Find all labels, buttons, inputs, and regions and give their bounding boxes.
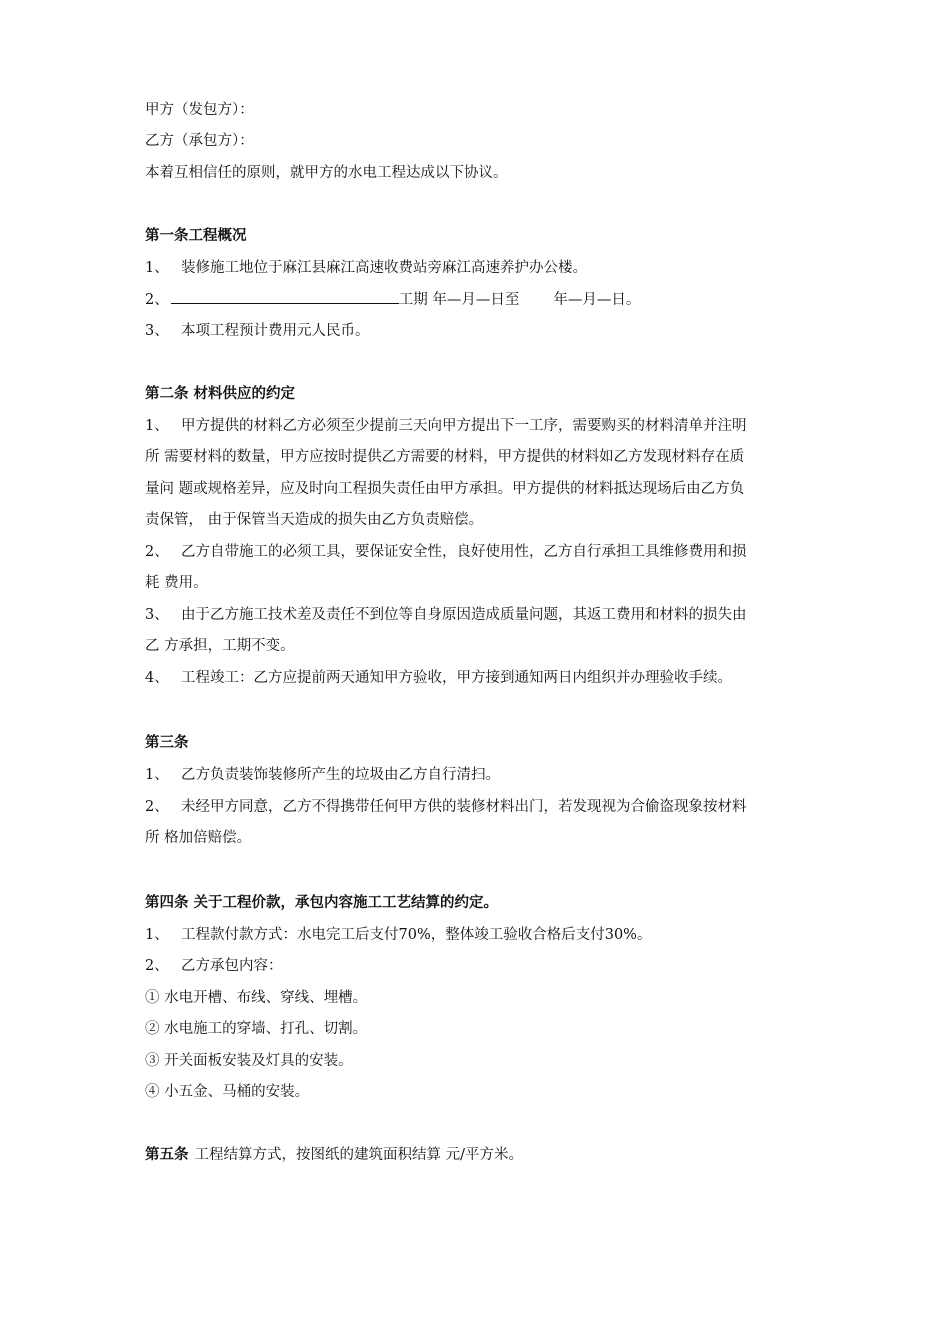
article5-line bbox=[145, 1145, 523, 1165]
article3-item1 bbox=[145, 765, 500, 785]
article4-item2 bbox=[145, 956, 283, 976]
item-text: 乙方自带施工的必须工具，要保证安全性，良好使用性，乙方自行承担工具维修费用和损 bbox=[181, 544, 747, 560]
item-text-part1: 工期 年—月—日至 bbox=[398, 292, 520, 308]
article3-heading: 第三条 bbox=[145, 735, 189, 751]
item-text: 由于乙方施工技术差及责任不到位等自身原因造成质量问题，其返工费用和材料的损失由 bbox=[181, 607, 747, 623]
item-number: 4、 bbox=[145, 670, 169, 686]
item-number: 3、 bbox=[145, 607, 169, 623]
item-number: 1、 bbox=[145, 767, 169, 783]
party-b-line: 乙方（承包方）： bbox=[145, 133, 254, 149]
item-text: 甲方提供的材料乙方必须至少提前三天向甲方提出下一工序，需要购买的材料清单并注明 bbox=[181, 418, 747, 434]
item-text: 本项工程预计费用元人民币。 bbox=[181, 323, 370, 339]
article4-item1 bbox=[145, 925, 651, 945]
article2-heading: 第二条 材料供应的约定 bbox=[145, 386, 296, 402]
article2-item3-line2: 乙 方承担，工期不变。 bbox=[145, 638, 295, 654]
item-text: 工程款付款方式：水电完工后支付70%，整体竣工验收合格后支付30%。 bbox=[181, 927, 652, 943]
article2-item1-line3: 量问 题或规格差异，应及时向工程损失责任由甲方承担。甲方提供的材料抵达现场后由乙方负 bbox=[145, 481, 745, 497]
item-text-part2: 年—月—日。 bbox=[553, 292, 641, 308]
article2-item1-line1 bbox=[145, 416, 747, 436]
article1-heading: 第一条工程概况 bbox=[145, 228, 247, 244]
article4-sub3: ③ 开关面板安装及灯具的安装。 bbox=[145, 1053, 353, 1069]
article2-item1-line2: 所 需要材料的数量，甲方应按时提供乙方需要的材料，甲方提供的材料如乙方发现材料存在质 bbox=[145, 449, 745, 465]
fill-in-blank[interactable] bbox=[171, 289, 399, 304]
article3-item2-line1 bbox=[145, 797, 747, 817]
preamble-text: 本着互相信任的原则，就甲方的水电工程达成以下协议。 bbox=[145, 165, 508, 181]
article1-item2 bbox=[145, 289, 640, 310]
article4-sub1: ① 水电开槽、布线、穿线、埋槽。 bbox=[145, 990, 368, 1006]
article5-heading: 第五条 bbox=[145, 1147, 189, 1163]
party-a-line: 甲方（发包方）： bbox=[145, 102, 254, 118]
item-number: 1、 bbox=[145, 418, 169, 434]
article4-heading: 第四条 关于工程价款，承包内容施工工艺结算的约定。 bbox=[145, 895, 499, 911]
article2-item2-line1 bbox=[145, 542, 747, 562]
item-number: 2、 bbox=[145, 799, 169, 815]
article1-item3 bbox=[145, 321, 370, 341]
article4-sub4: ④ 小五金、马桶的安装。 bbox=[145, 1084, 310, 1100]
item-text: 装修施工地位于麻江县麻江高速收费站旁麻江高速养护办公楼。 bbox=[181, 260, 587, 276]
article2-item3-line1 bbox=[145, 605, 747, 625]
item-number: 3、 bbox=[145, 323, 169, 339]
article3-item2-line2: 所 格加倍赔偿。 bbox=[145, 830, 252, 846]
article2-item4 bbox=[145, 668, 732, 688]
item-text: 工程竣工：乙方应提前两天通知甲方验收，甲方接到通知两日内组织并办理验收手续。 bbox=[181, 670, 732, 686]
item-number: 1、 bbox=[145, 260, 169, 276]
article4-sub2: ② 水电施工的穿墙、打孔、切割。 bbox=[145, 1021, 368, 1037]
article2-item1-line4: 责保管， 由于保管当天造成的损失由乙方负责赔偿。 bbox=[145, 512, 484, 528]
item-number: 1、 bbox=[145, 927, 169, 943]
article2-item2-line2: 耗 费用。 bbox=[145, 575, 208, 591]
item-text: 乙方承包内容： bbox=[181, 958, 283, 974]
item-number: 2、 bbox=[145, 958, 169, 974]
item-text: 未经甲方同意，乙方不得携带任何甲方供的装修材料出门，若发现视为合偷盗现象按材料 bbox=[181, 799, 747, 815]
item-number: 2、 bbox=[145, 544, 169, 560]
article5-text: 工程结算方式，按图纸的建筑面积结算 元/平方米。 bbox=[194, 1147, 523, 1163]
item-number: 2、 bbox=[145, 292, 169, 308]
item-text: 乙方负责装饰装修所产生的垃圾由乙方自行清扫。 bbox=[181, 767, 500, 783]
article1-item1 bbox=[145, 258, 587, 278]
